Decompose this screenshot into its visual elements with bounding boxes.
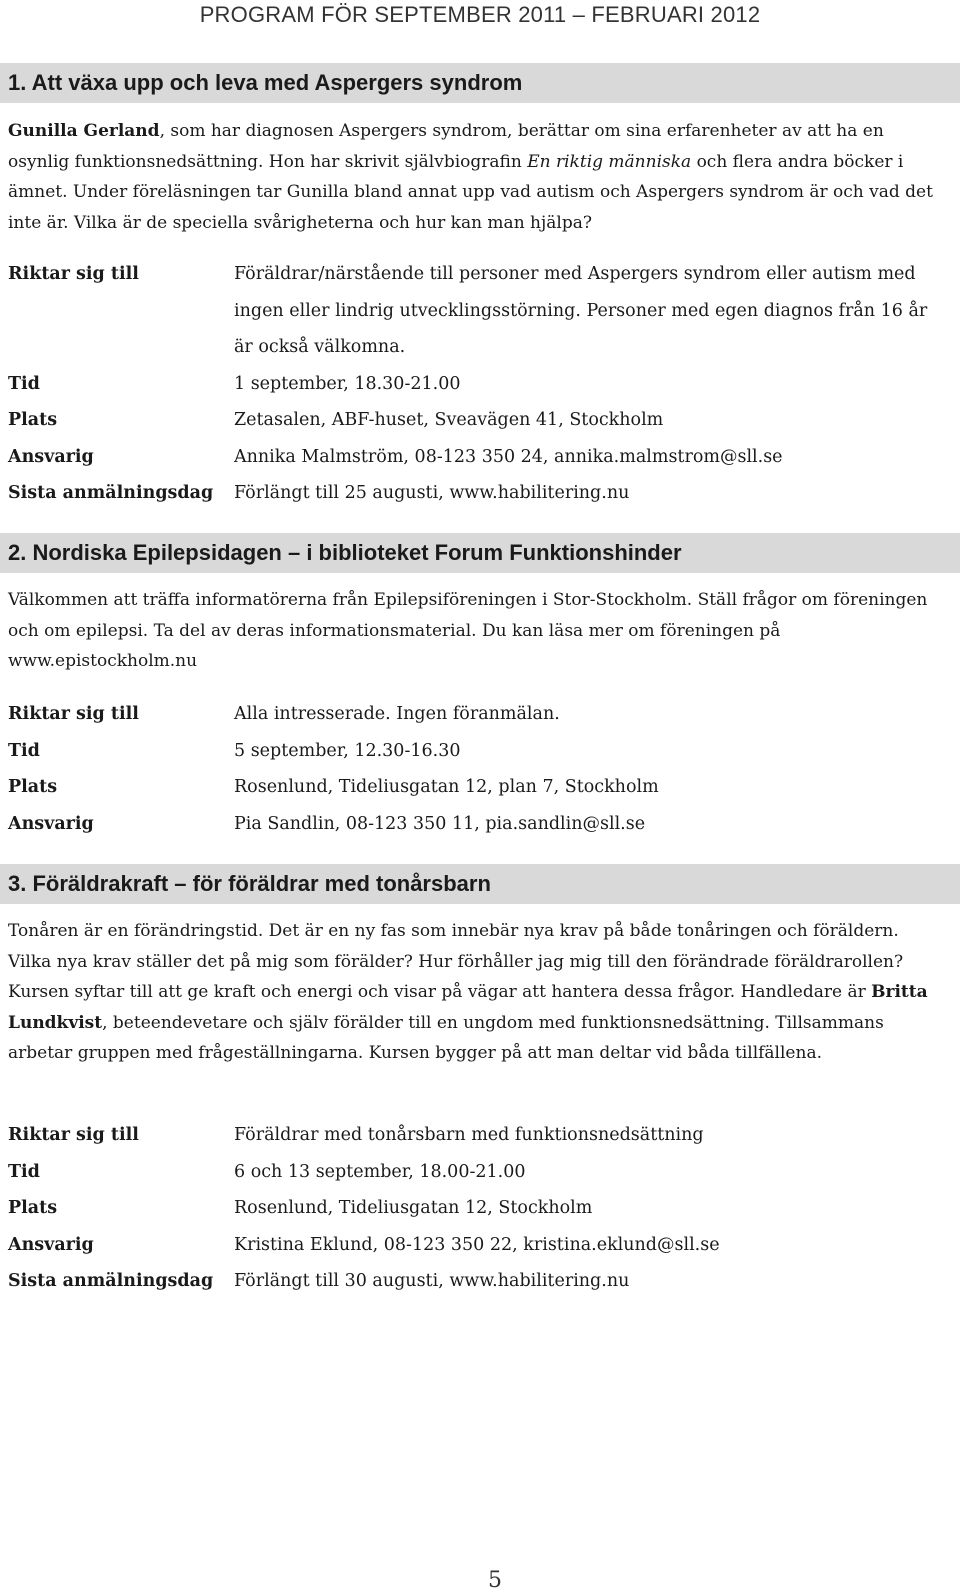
section-title: 2. Nordiska Epilepsidagen – i biblioteket Forum Funktionshinder [0,533,960,573]
detail-row-responsible [8,1227,948,1264]
intro-text: , beteendevetare och själv förälder till en ungdom med funktionsnedsättning. Tillsammans arbetar gruppen med frågeställningarna. Kursen bygger på att man deltar vid båda tillfällena. [8,1012,884,1063]
detail-label: Tid [8,1161,40,1182]
detail-row-place [8,769,948,806]
details-table [8,696,948,842]
section-title: 1. Att växa upp och leva med Aspergers syndrom [0,63,960,103]
intro-text: och flera andra böcker i ämnet. Under föreläsningen tar Gunilla bland annat upp vad autism och Aspergers syndrom är och vad det inte är. Vilka är de speciella svårigheterna och hur kan man hjälpa? [8,151,933,233]
section-intro [8,585,938,677]
detail-row-deadline [8,1263,948,1300]
detail-label: Tid [8,740,40,761]
detail-label: Sista anmälningsdag [8,1271,214,1291]
detail-value: Rosenlund, Tideliusgatan 12, plan 7, Stockholm [234,777,659,797]
detail-row-time [8,733,948,770]
detail-row-place [8,1190,948,1227]
detail-row-audience [8,1117,948,1154]
detail-value: 6 och 13 september, 18.00-21.00 [234,1161,526,1182]
detail-row-responsible [8,806,948,843]
detail-value: 5 september, 12.30-16.30 [234,740,461,761]
page-number: 5 [488,1568,502,1593]
details-table [8,1117,948,1300]
detail-label: Plats [8,1198,58,1218]
detail-value: Annika Malmström, 08-123 350 24, annika.malmstrom@sll.se [234,446,783,467]
detail-label: Tid [8,373,40,394]
section-intro [8,916,938,1069]
page-header: PROGRAM FÖR SEPTEMBER 2011 – FEBRUARI 2012 [199,2,761,27]
detail-value: 1 september, 18.30-21.00 [234,373,461,394]
intro-book-title: En riktig människa [527,151,692,172]
detail-value: Pia Sandlin, 08-123 350 11, pia.sandlin@sll.se [234,813,646,834]
detail-label: Riktar sig till [8,1125,139,1145]
intro-person-name: Britta Lundkvist [8,982,928,1033]
detail-row-audience [8,256,948,366]
intro-text: Välkommen att träffa informatörerna från Epilepsiföreningen i Stor-Stockholm. Ställ frågor om föreningen och om epilepsi. Ta del av deras informationsmaterial. Du kan läsa mer om föreningen på www.epistockholm.nu [8,590,928,671]
detail-label: Sista anmälningsdag [8,483,214,503]
detail-value: Kristina Eklund, 08-123 350 22, kristina.eklund@sll.se [234,1234,720,1255]
detail-value: Föräldrar med tonårsbarn med funktionsnedsättning [234,1125,704,1145]
detail-label: Ansvarig [8,813,94,834]
detail-row-time [8,366,948,403]
detail-row-responsible [8,439,948,476]
intro-person-name: Gunilla Gerland [8,121,160,141]
section-intro [8,116,938,238]
detail-label: Riktar sig till [8,264,139,284]
detail-value: Förlängt till 25 augusti, www.habilitering.nu [234,483,630,503]
detail-label: Ansvarig [8,446,94,467]
detail-label: Plats [8,777,58,797]
detail-row-place [8,402,948,439]
detail-label: Riktar sig till [8,704,139,724]
detail-label: Plats [8,410,58,430]
detail-value: Föräldrar/närstående till personer med Aspergers syndrom eller autism med ingen eller lindrig utvecklingsstörning. Personer med egen diagnos från 16 år är också välkomna. [234,264,928,357]
details-table [8,256,948,512]
detail-row-deadline [8,475,948,512]
intro-text: , som har diagnosen Aspergers syndrom, berättar om sina erfarenheter av att ha en osynlig funktionsnedsättning. Hon har skrivit självbiografin [8,121,884,172]
detail-label: Ansvarig [8,1234,94,1255]
section-title: 3. Föräldrakraft – för föräldrar med tonårsbarn [0,864,960,904]
intro-text: Tonåren är en förändringstid. Det är en ny fas som innebär nya krav på både tonåringen och föräldern. Vilka nya krav ställer det på mig som förälder? Hur förhåller jag mig till den förändrade föräldrarollen? Kursen syftar till att ge kraft och energi och visar på vägar att hantera dessa frågor. Handledare är [8,921,904,1002]
detail-value: Alla intresserade. Ingen föranmälan. [234,704,560,724]
detail-row-time [8,1154,948,1191]
detail-value: Rosenlund, Tideliusgatan 12, Stockholm [234,1198,593,1218]
detail-value: Zetasalen, ABF-huset, Sveavägen 41, Stockholm [234,410,664,430]
detail-row-audience [8,696,948,733]
detail-value: Förlängt till 30 augusti, www.habilitering.nu [234,1271,630,1291]
